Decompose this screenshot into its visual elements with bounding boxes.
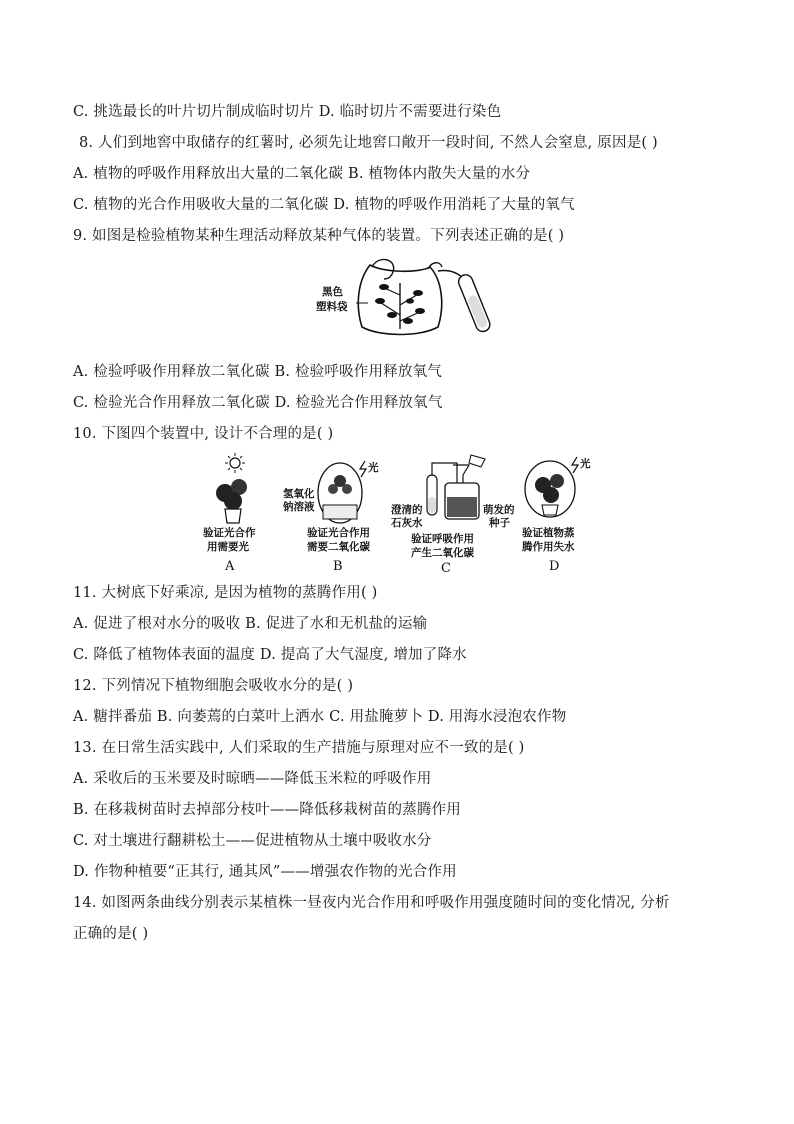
question-14-stem: 14. 如图两条曲线分别表示某植株一昼夜内光合作用和呼吸作用强度随时间的变化情况, 分析	[73, 895, 670, 911]
question-9-options-cd: C. 检验光合作用释放二氧化碳 D. 检验光合作用释放氧气	[73, 395, 443, 411]
question-11-stem: 11. 大树底下好乘凉, 是因为植物的蒸腾作用( )	[73, 585, 378, 601]
question-8-options-ab: A. 植物的呼吸作用释放出大量的二氧化碳 B. 植物体内散失大量的水分	[73, 166, 531, 182]
question-9-options-ab: A. 检验呼吸作用释放二氧化碳 B. 检验呼吸作用释放氧气	[73, 364, 442, 380]
test-tube-icon	[457, 273, 492, 334]
question-14-stem-cont: 正确的是( )	[73, 926, 149, 942]
figure-10-apparatus	[195, 453, 600, 577]
question-13-option-a: A. 采收后的玉米要及时晾晒——降低玉米粒的呼吸作用	[73, 771, 432, 787]
question-13-option-c: C. 对土壤进行翻耕松土——促进植物从土壤中吸收水分	[73, 833, 432, 849]
letter-d: D	[549, 559, 560, 574]
label-naoh-1: 氢氧化	[283, 488, 315, 500]
bag-label-1: 黑色	[322, 286, 343, 298]
letter-b: B	[333, 559, 343, 574]
figure-9-apparatus	[300, 255, 500, 343]
question-12-options: A. 糖拌番茄 B. 向萎蔫的白菜叶上洒水 C. 用盐腌萝卜 D. 用海水浸泡农作物	[73, 709, 567, 725]
question-13-option-d: D. 作物种植要“正其行, 通其风”——增强农作物的光合作用	[73, 864, 457, 880]
label-lime-2: 石灰水	[391, 517, 423, 529]
label-naoh-2: 钠溶液	[283, 501, 315, 513]
apparatus-b	[283, 461, 379, 574]
flower-pot-icon	[225, 509, 241, 523]
question-9-stem: 9. 如图是检验植物某种生理活动释放某种气体的装置。下列表述正确的是( )	[73, 228, 565, 244]
question-13-option-b: B. 在移栽树苗时去掉部分枝叶——降低移栽树苗的蒸腾作用	[73, 802, 461, 818]
question-11-options-cd: C. 降低了植物体表面的温度 D. 提高了大气湿度, 增加了降水	[73, 647, 467, 663]
letter-a: A	[225, 559, 235, 574]
apparatus-c	[390, 455, 515, 576]
caption-a-1: 验证光合作	[203, 527, 256, 539]
caption-c-1: 验证呼吸作用	[411, 533, 474, 545]
label-seed-1: 萌发的	[483, 504, 515, 516]
apparatus-d	[522, 457, 591, 574]
question-13-stem: 13. 在日常生活实践中, 人们采取的生产措施与原理对应不一致的是( )	[73, 740, 525, 756]
option-line-7c: C. 挑选最长的叶片切片制成临时切片 D. 临时切片不需要进行染色	[73, 104, 502, 120]
caption-a-2: 用需要光	[207, 541, 249, 553]
apparatus-a	[203, 453, 256, 574]
caption-d-2: 腾作用失水	[522, 541, 575, 553]
letter-c: C	[441, 561, 451, 576]
caption-c-2: 产生二氧化碳	[411, 547, 474, 559]
caption-b-2: 需要二氧化碳	[307, 541, 370, 553]
question-8-options-cd: C. 植物的光合作用吸收大量的二氧化碳 D. 植物的呼吸作用消耗了大量的氧气	[73, 197, 575, 213]
question-10-stem: 10. 下图四个装置中, 设计不合理的是( )	[73, 426, 334, 442]
caption-d-1: 验证植物蒸	[522, 527, 575, 539]
question-8-stem: 8. 人们到地窖中取储存的红薯时, 必须先让地窖口敞开一段时间, 不然人会窒息, 原因是( )	[79, 135, 658, 151]
question-11-options-ab: A. 促进了根对水分的吸收 B. 促进了水和无机盐的运输	[73, 616, 428, 632]
label-seed-2: 种子	[489, 517, 510, 529]
bag-label-2: 塑料袋	[316, 301, 348, 313]
light-label-d: 光	[580, 458, 591, 470]
funnel-icon	[453, 465, 469, 483]
label-lime-1: 澄清的	[391, 504, 423, 516]
lightning-icon	[360, 461, 366, 477]
question-12-stem: 12. 下列情况下植物细胞会吸收水分的是( )	[73, 678, 354, 694]
sun-icon	[225, 453, 245, 473]
caption-b-1: 验证光合作用	[307, 527, 370, 539]
lightning-icon	[572, 457, 578, 473]
light-label-b: 光	[368, 462, 379, 474]
